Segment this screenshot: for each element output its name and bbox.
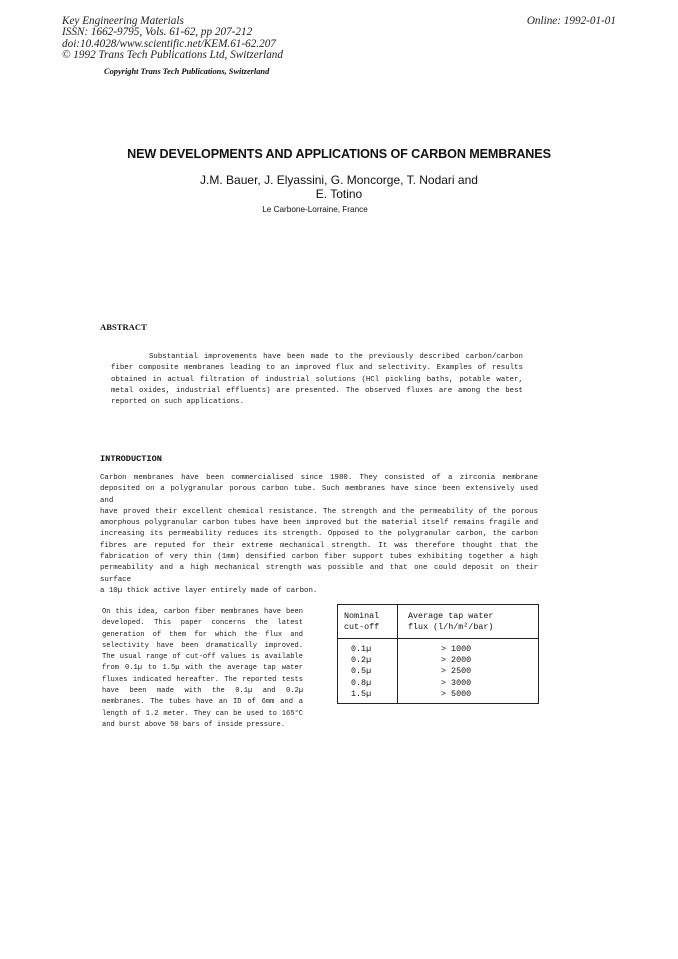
table-column-divider [397, 605, 398, 703]
intro-line: amorphous polygranular carbon tubes have been improved but the material itself remains fragile and [100, 519, 538, 528]
intro-line: increasing its permeability reduces its strength. Opposed to the polygranular carbon, the carbon [100, 530, 538, 539]
cutoff-column-header [344, 611, 379, 633]
authors-line-1: J.M. Bauer, J. Elyassini, G. Moncorge, T. Nodari and [200, 173, 478, 187]
intro-line: have proved their excellent chemical resistance. The strength and the permeability of the porous [100, 507, 538, 516]
flux-column-header [408, 611, 493, 633]
abstract-heading: ABSTRACT [100, 322, 147, 332]
idea-line: fluxes indicated hereafter. The reported tests [102, 675, 303, 684]
table-cell: > 2500 [441, 666, 472, 677]
idea-line: selectivity have been dramatically improved. [102, 641, 303, 650]
author-list [0, 174, 678, 201]
introduction-heading: INTRODUCTION [100, 454, 162, 464]
flux-header-line: Average tap water [408, 611, 494, 621]
intro-line: Carbon membranes have been commercialised since 1980. They consisted of a zirconia membrane [100, 474, 538, 482]
issn-line: ISSN: 1662-9795, Vols. 61-62, pp 207-212 [62, 26, 253, 39]
table-cell: 0.2µ [351, 655, 372, 666]
table-cell: > 5000 [441, 688, 472, 699]
copyright-line: © 1992 Trans Tech Publications Ltd, Switzerland [62, 49, 283, 62]
idea-paragraph [102, 607, 303, 731]
cutoff-header-line: Nominal [344, 611, 380, 621]
table-cell: > 3000 [441, 677, 472, 688]
abstract-line: reported on such applications. [111, 398, 245, 407]
affiliation: Le Carbone-Lorraine, France [262, 205, 368, 214]
idea-line: generation of them for which the flux and [102, 630, 303, 639]
abstract-line: obtained in actual filtration of industrial solutions (HCl pickling baths, potable water, [111, 375, 523, 384]
idea-line: and burst above 50 bars of inside pressure. [102, 720, 286, 729]
table-cell: > 1000 [441, 644, 472, 654]
doi-line: doi:10.4028/www.scientific.net/KEM.61-62.207 [62, 37, 276, 50]
cutoff-header-line: cut-off [344, 622, 380, 632]
abstract-text [111, 352, 523, 408]
idea-line: membranes. The tubes have an ID of 6mm and a [102, 698, 303, 707]
table-cell: 0.8µ [351, 677, 372, 688]
copyright-notice: Copyright Trans Tech Publications, Switzerland [104, 67, 270, 76]
table-header-divider [338, 638, 538, 639]
intro-line: a 10µ thick active layer entirely made of carbon. [100, 586, 318, 595]
intro-line: deposited on a polygranular porous carbon tube. Such membranes have since been extensively used and [100, 485, 538, 505]
idea-line: length of 1.2 meter. They can be used to 165°C [102, 709, 303, 718]
idea-line: from 0.1µ to 1.5µ with the average tap water [102, 664, 303, 673]
introduction-text [100, 473, 538, 597]
table-cell: 0.5µ [351, 666, 372, 677]
table-cell: 1.5µ [351, 688, 372, 699]
intro-line: permeability and a high mechanical strength was possible and that one could deposit on their surface [100, 564, 538, 584]
idea-line: have been made with the 0.1µ and 0.2µ [102, 687, 303, 696]
idea-line: developed. This paper concerns the latest [102, 619, 303, 628]
authors-line-2: E. Totino [315, 186, 363, 201]
table-cell: > 2000 [441, 655, 472, 666]
abstract-line: fiber composite membranes leading to an improved flux and selectivity. Examples of results [111, 364, 523, 373]
flux-values [441, 644, 471, 700]
paper-title: NEW DEVELOPMENTS AND APPLICATIONS OF CARBON MEMBRANES [127, 147, 551, 161]
flux-table [337, 604, 539, 704]
cutoff-values [351, 644, 371, 700]
table-cell: 0.1µ [351, 644, 372, 654]
journal-name: Key Engineering Materials [62, 15, 184, 27]
flux-header-line: flux (l/h/m²/bar) [408, 622, 494, 632]
idea-line: On this idea, carbon fiber membranes have been [102, 608, 303, 616]
intro-line: fabrication of very thin (1mm) densified carbon fiber support tubes exhibiting together a high [100, 553, 538, 562]
intro-line: fibres are reputed for their extreme mechanical strength. It was therefore thought that the [100, 541, 538, 550]
abstract-line: Substantial improvements have been made to the previously described carbon/carbon [149, 353, 523, 361]
idea-line: The usual range of cut-off values is available [102, 653, 303, 662]
online-date: Online: 1992-01-01 [526, 15, 616, 27]
abstract-line: metal oxides, industrial effluents) are presented. The observed fluxes are among the best [111, 386, 523, 395]
citation-header [62, 16, 283, 62]
